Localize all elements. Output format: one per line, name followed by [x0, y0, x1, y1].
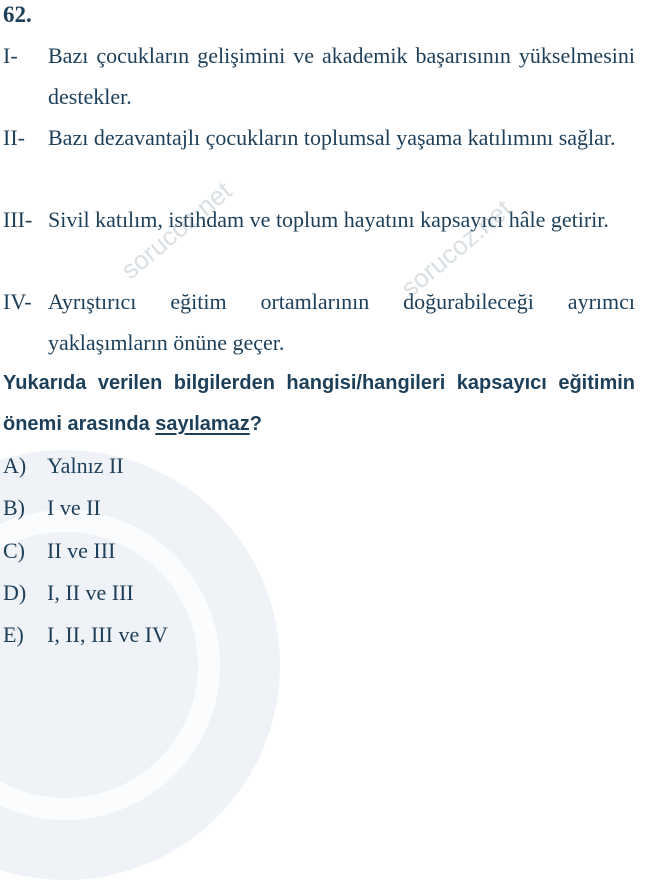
statement-text: Bazı çocukların gelişimini ve akademik başarısının yükselmesini destekler.	[48, 43, 635, 109]
option-c[interactable]	[3, 536, 115, 566]
statement-label: III-	[3, 207, 33, 232]
option-text: Yalnız II	[47, 453, 124, 478]
watermark-text: sorucoz.net	[395, 193, 518, 303]
option-a[interactable]	[3, 451, 124, 481]
statement-item-2	[3, 117, 635, 158]
statement-item-4	[3, 281, 635, 363]
statement-label: IV-	[3, 289, 32, 314]
option-label: D)	[3, 580, 27, 605]
option-label: E)	[3, 622, 24, 647]
statement-item-1	[3, 35, 635, 117]
statement-text: Bazı dezavantajlı çocukların toplumsal yaşama katılımını sağlar.	[48, 125, 616, 150]
option-text: I, II, III ve IV	[47, 622, 168, 647]
option-e[interactable]	[3, 620, 168, 650]
option-d[interactable]	[3, 578, 134, 608]
statement-text: Sivil katılım, istihdam ve toplum hayatını kapsayıcı hâle getirir.	[48, 207, 609, 232]
watermark-text: sorucoz.net	[115, 175, 238, 285]
option-label: A)	[3, 453, 27, 478]
option-text: I, II ve III	[47, 580, 134, 605]
question-number: 62.	[3, 2, 32, 27]
statement-label: I-	[3, 43, 18, 68]
option-label: B)	[3, 495, 25, 520]
statement-item-3	[3, 199, 635, 240]
stem-text: Yukarıda verilen bilgilerden hangisi/hangileri kapsayıcı eğitimin önemi arasında	[3, 372, 635, 435]
option-text: I ve II	[47, 495, 101, 520]
statement-label: II-	[3, 125, 25, 150]
statement-text: Ayrıştırıcı eğitim ortamlarının doğurabileceği ayrımcı yaklaşımların önüne geçer.	[48, 289, 635, 355]
option-text: II ve III	[47, 538, 116, 563]
stem-emphasis: sayılamaz	[155, 413, 250, 435]
question-stem	[3, 363, 635, 445]
option-b[interactable]	[3, 493, 101, 523]
stem-end: ?	[249, 413, 263, 435]
option-label: C)	[3, 538, 25, 563]
